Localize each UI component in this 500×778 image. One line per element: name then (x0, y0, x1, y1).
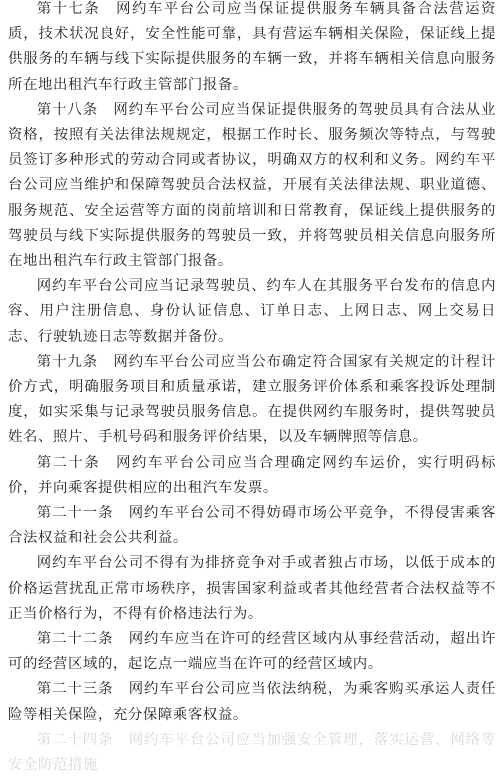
article-17-paragraph: 第十七条 网约车平台公司应当保证提供服务车辆具备合法营运资质，技术状况良好，安全性能可靠，具有营运车辆相关保险，保证线上提供服务的车辆与线下实际提供服务的车辆一致，并将车辆相关信息向服务所在地出租汽车行政主管部门报备。 (8, 1, 496, 93)
article-19-paragraph: 第十九条 网约车平台公司应当公布确定符合国家有关规定的计程计价方式，明确服务项目和质量承诺，建立服务评价体系和乘客投诉处理制度，如实采集与记录驾驶员服务信息。在提供网约车服务时，提供驾驶员姓名、照片、手机号码和服务评价结果，以及车辆牌照等信息。 (8, 353, 496, 446)
article-22-paragraph: 第二十二条 网约车应当在许可的经营区域内从事经营活动，超出许可的经营区域的，起讫点一端应当在许可的经营区域内。 (8, 631, 496, 673)
article-24-paragraph-cut: 第二十四条 网约车平台公司应当加强安全管理，落实运营、网络等安全防范措施 (8, 731, 496, 774)
document-body (8, 0, 496, 774)
article-20-paragraph: 第二十条 网约车平台公司应当合理确定网约车运价，实行明码标价，并向乘客提供相应的出租汽车发票。 (8, 454, 496, 496)
article-18-paragraph: 第十八条 网约车平台公司应当保证提供服务的驾驶员具有合法从业资格，按照有关法律法规规定，根据工作时长、服务频次等特点，与驾驶员签订多种形式的劳动合同或者协议，明确双方的权利和义务。网约车平台公司应当维护和保障驾驶员合法权益，开展有关法律法规、职业道德、服务规范、安全运营等方面的岗前培训和日常教育，保证线上提供服务的驾驶员与线下实际提供服务的驾驶员一致，并将驾驶员相关信息向服务所在地出租汽车行政主管部门报备。 (8, 101, 496, 270)
article-21-paragraph: 第二十一条 网约车平台公司不得妨碍市场公平竞争，不得侵害乘客合法权益和社会公共利益。 (8, 505, 496, 547)
article-23-paragraph: 第二十三条 网约车平台公司应当依法纳税，为乘客购买承运人责任险等相关保险，充分保障乘客权益。 (8, 681, 496, 723)
pricing-behavior-paragraph: 网约车平台公司不得有为排挤竞争对手或者独占市场，以低于成本的价格运营扰乱正常市场秩序，损害国家利益或者其他经营者合法权益等不正当价格行为，不得有价格违法行为。 (8, 555, 496, 622)
data-records-paragraph: 网约车平台公司应当记录驾驶员、约车人在其服务平台发布的信息内容、用户注册信息、身份认证信息、订单日志、上网日志、网上交易日志、行驶轨迹日志等数据并备份。 (8, 278, 496, 345)
